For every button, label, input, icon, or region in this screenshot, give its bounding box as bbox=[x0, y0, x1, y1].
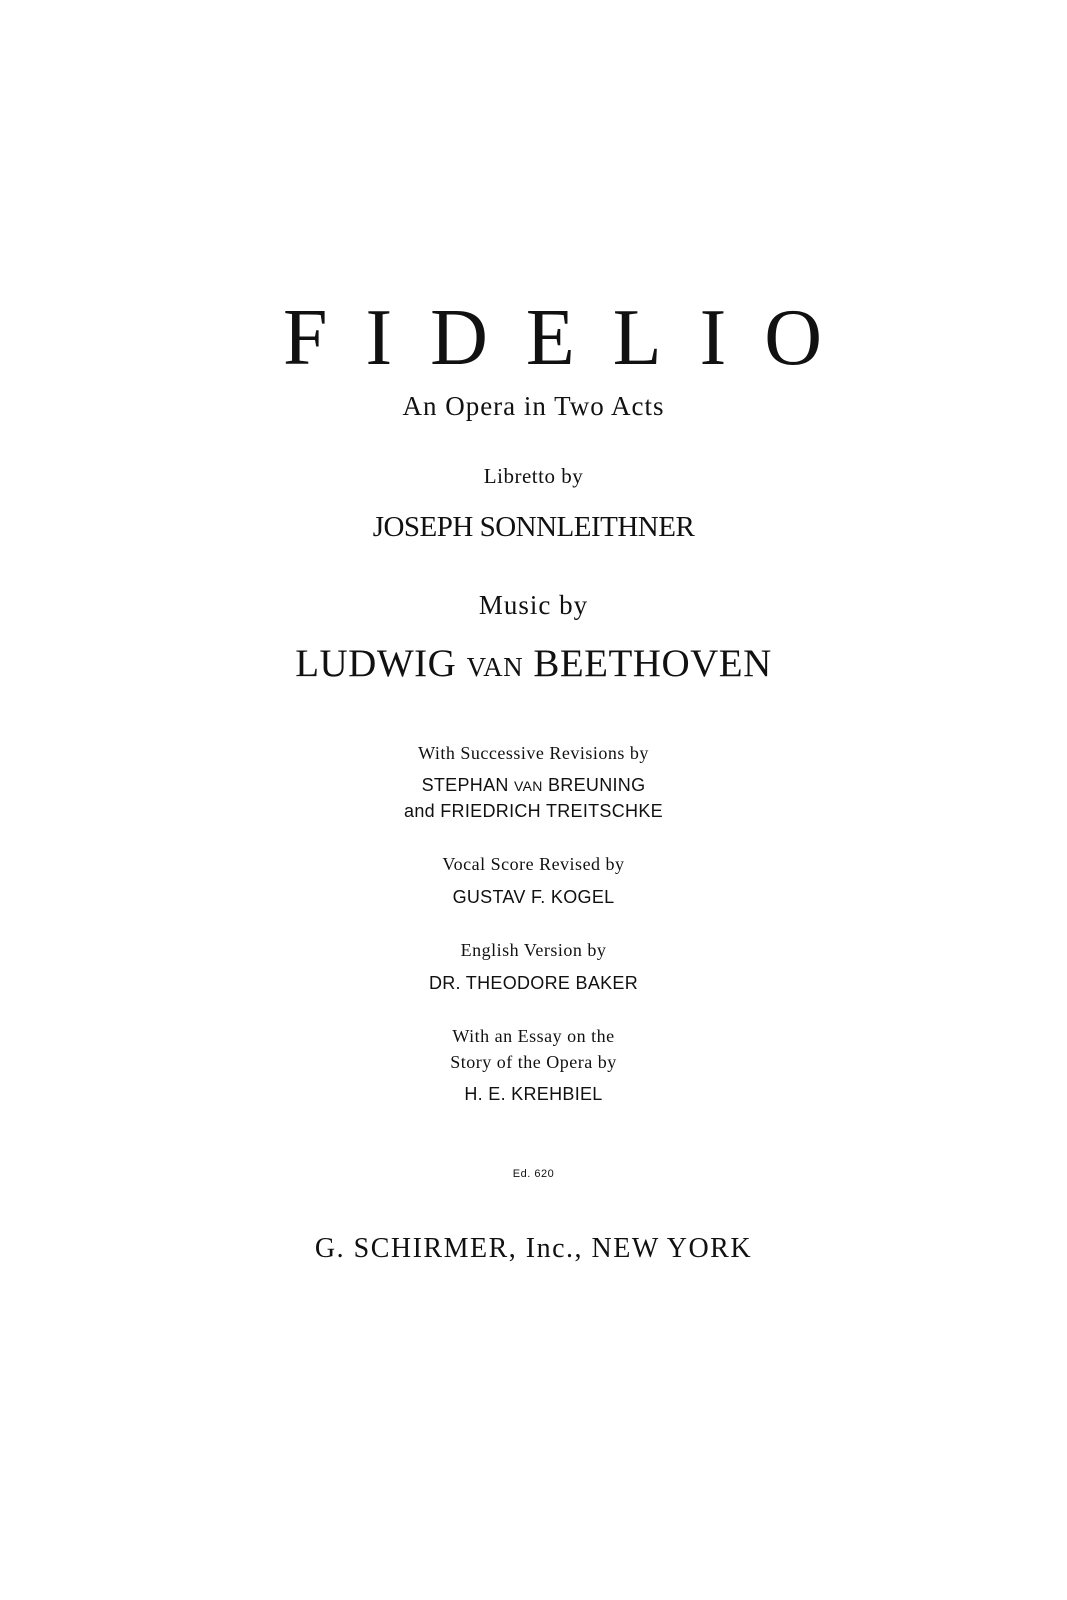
essay-author: H. E. KREHBIEL bbox=[464, 1084, 603, 1104]
edition-number: Ed. 620 bbox=[512, 1168, 555, 1180]
composer-particle: VAN bbox=[466, 652, 524, 682]
libretto-label: Libretto by bbox=[483, 464, 584, 488]
english-version-label: English Version by bbox=[460, 940, 607, 960]
opera-title: FIDELIO bbox=[282, 294, 861, 382]
essay-label-line-1: With an Essay on the bbox=[452, 1026, 615, 1046]
essay-label-line-2: Story of the Opera by bbox=[450, 1052, 617, 1072]
opera-subtitle: An Opera in Two Acts bbox=[402, 391, 665, 421]
revisions-line-1 bbox=[0, 776, 1067, 794]
revisions-label: With Successive Revisions by bbox=[418, 743, 649, 763]
reviser-particle: VAN bbox=[514, 778, 543, 794]
composer-last-name: BEETHOVEN bbox=[533, 642, 772, 685]
librettist-name: JOSEPH SONNLEITHNER bbox=[372, 511, 695, 543]
reviser-last-name: BREUNING bbox=[547, 775, 646, 795]
publisher-imprint: G. SCHIRMER, Inc., NEW YORK bbox=[314, 1233, 753, 1264]
composer-first-name: LUDWIG bbox=[295, 642, 457, 685]
revisions-line-2: and FRIEDRICH TREITSCHKE bbox=[404, 801, 663, 821]
music-label: Music by bbox=[478, 590, 589, 620]
composer-name bbox=[0, 644, 1067, 683]
vocal-score-label: Vocal Score Revised by bbox=[442, 854, 625, 874]
english-version-translator: DR. THEODORE BAKER bbox=[428, 973, 639, 993]
reviser-first-name: STEPHAN bbox=[421, 775, 509, 795]
vocal-score-reviser: GUSTAV F. KOGEL bbox=[452, 887, 615, 907]
